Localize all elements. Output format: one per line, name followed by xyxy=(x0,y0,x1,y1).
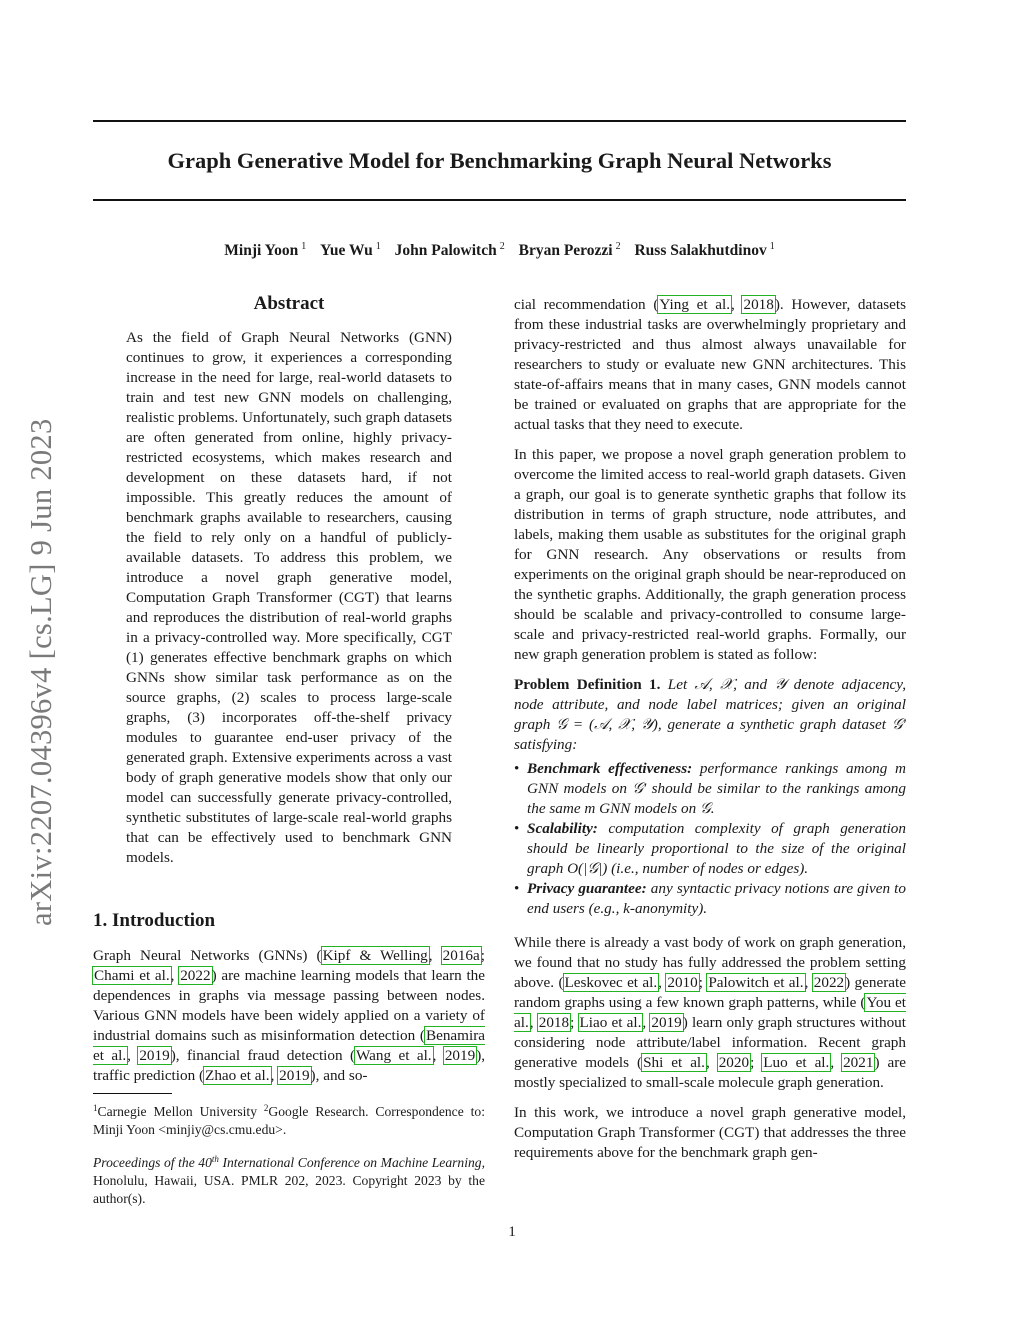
body-paragraph: In this paper, we propose a novel graph generation problem to overcome the limited access to real-world graph datasets. Given a graph, our goal is to generate synthetic graphs that follow its distribution in terms of graph structure, node attributes, and labels, making them usable as substitutes for the original graph for GNN research. Any observations or results from experiments on the original graph should be near-reproduced on the synthetic graphs. Additionally, the graph generation process should be scalable and privacy-controlled to consume large-scale and privacy-restricted real-world graphs. Formally, our new graph generation problem is stated as follow: xyxy=(514,446,906,663)
citation-link[interactable]: 2018 xyxy=(538,1014,570,1031)
body-paragraph: In this work, we introduce a novel graph generative model, Computation Graph Transformer (CGT) that addresses the three requirements above for the benchmark graph gen- xyxy=(514,1104,906,1161)
citation-link[interactable]: 2016a xyxy=(442,947,480,964)
proceedings-note: Proceedings of the 40th International Conference on Machine Learning, Honolulu, Hawaii, USA. PMLR 202, 2023. Copyright 2023 by the author(s). xyxy=(93,1154,485,1206)
citation-link[interactable]: Chami et al. xyxy=(94,967,170,984)
requirements-list xyxy=(514,759,906,919)
citation-link[interactable]: Benamira et al. xyxy=(93,1027,485,1064)
paper-title: Graph Generative Model for Benchmarking Graph Neural Networks xyxy=(167,148,832,173)
body-paragraph: cial recommendation (Ying et al., 2018). However, datasets from these industrial tasks are overwhelmingly proprietary and privacy-restricted and thus almost always unavailable for researchers to study or evaluate new GNN architectures. This state-of-affairs means that in many cases, GNN models cannot be trained or evaluated on graphs that are appropriate for the actual tasks that they need to execute. xyxy=(514,296,906,433)
list-item: • Benchmark effectiveness: performance rankings among m GNN models on 𝒢′ should be similar to the rankings among the same m GNN models on 𝒢. xyxy=(514,759,906,819)
author-list xyxy=(93,236,906,262)
citation-link[interactable]: 2022 xyxy=(180,967,211,984)
page-number: 1 xyxy=(508,1223,516,1240)
arxiv-identifier-stamp: arXiv:2207.04396v4 [cs.LG] 9 Jun 2023 xyxy=(24,418,58,926)
body-paragraph: While there is already a vast body of work on graph generation, we found that no study has fully addressed the problem setting above. (Leskovec et al., 2010; Palowitch et al., 2022) generate random graphs using a few known graph patterns, while (You et al., 2018; Liao et al., 2019) learn only graph structures without considering node attribute/label information. Recent graph generative models (Shi et al., 2020; Luo et al., 2021) are mostly specialized to small-scale molecule graph generation. xyxy=(514,934,906,1091)
citation-link[interactable]: Luo et al. xyxy=(763,1054,830,1071)
citation-link[interactable]: You et al. xyxy=(514,994,906,1031)
citation-link[interactable]: 2019 xyxy=(651,1014,682,1031)
title-top-rule xyxy=(93,120,906,122)
author: Yue Wu $^1$ xyxy=(320,241,381,259)
citation-link[interactable]: Ying et al. xyxy=(659,296,730,313)
title-bottom-rule xyxy=(93,199,906,201)
citation-link[interactable]: Wang et al. xyxy=(356,1047,432,1064)
abstract-paragraph: As the field of Graph Neural Networks (GNN) continues to grow, it experiences a corresponding increase in the need for large, real-world datasets to train and test new GNN models on challenging, realistic problems. Unfortunately, such graph datasets are often generated from online, highly privacy-restricted ecosystems, which makes research and development on these datasets hard, if not impossible. This greatly reduces the amount of benchmark graphs available to researchers, causing the field to rely only on a handful of publicly-available datasets. To address this problem, we introduce a novel graph generative model, Computation Graph Transformer (CGT) that learns and reproduces the distribution of real-world graphs in a privacy-controlled way. More specifically, CGT (1) generates effective benchmark graphs on which GNNs show similar task performance as on the source graphs, (2) scales to process large-scale graphs, (3) incorporates off-the-shelf privacy modules to guarantee end-user privacy of the generated graph. Extensive experiments across a vast body of graph generative models show that only our model can successfully generate privacy-controlled, synthetic substitutes of large-scale real-world graphs that can be effectively used to benchmark GNN models. xyxy=(126,329,452,866)
author: Russ Salakhutdinov $^1$ xyxy=(634,241,775,259)
citation-link[interactable]: 2010 xyxy=(667,974,698,991)
author: Bryan Perozzi $^2$ xyxy=(518,241,621,259)
footnote-rule xyxy=(93,1093,172,1094)
author: John Palowitch $^2$ xyxy=(394,241,505,259)
citation-link[interactable]: 2021 xyxy=(843,1054,874,1071)
citation-link[interactable]: Palowitch et al. xyxy=(708,974,804,991)
citation-link[interactable]: Liao et al. xyxy=(579,1014,642,1031)
abstract-body xyxy=(126,328,452,868)
citation-link[interactable]: 2019 xyxy=(279,1067,310,1084)
intro-paragraph: Graph Neural Networks (GNNs) (Kipf & Welling, 2016a; Chami et al., 2022) are machine learning models that learn the dependences in graphs via message passing between nodes. Various GNN models have been widely applied on a variety of industrial domains such as misinformation detection (Benamira et al., 2019), financial fraud detection (Wang et al., 2019), traffic prediction (Zhao et al., 2019), and so- xyxy=(93,947,486,1084)
affiliation-footnote: $^1$Carnegie Mellon University $^2$Google Research. Correspondence to: Minji Yoon <minjiy@cs.cmu.edu>. xyxy=(93,1103,485,1137)
citation-link[interactable]: Zhao et al. xyxy=(205,1067,270,1084)
section-heading-introduction: 1. Introduction xyxy=(93,910,216,931)
introduction-body xyxy=(93,946,485,1086)
citation-link[interactable]: Shi et al. xyxy=(643,1054,705,1071)
citation-link[interactable]: Kipf & Welling xyxy=(322,947,428,964)
problem-definition: Problem Definition 1. Let 𝒜, 𝒳, and 𝒴 denote adjacency, node attribute, and node label matrices; given an original graph 𝒢 = (𝒜, 𝒳, 𝒴), generate a synthetic graph dataset 𝒢′ satisfying: xyxy=(514,676,906,753)
citation-link[interactable]: 2019 xyxy=(139,1047,170,1064)
citation-link[interactable]: Leskovec et al. xyxy=(564,974,658,991)
right-column-body xyxy=(514,295,906,1173)
list-item: • Privacy guarantee: any syntactic privacy notions are given to end users (e.g., k-anonymity). xyxy=(514,879,906,919)
author: Minji Yoon $^1$ xyxy=(224,241,307,259)
citation-link[interactable]: 2019 xyxy=(444,1047,476,1064)
citation-link[interactable]: 2022 xyxy=(813,974,845,991)
abstract-heading: Abstract xyxy=(253,293,325,314)
citation-link[interactable]: 2020 xyxy=(718,1054,750,1071)
citation-link[interactable]: 2018 xyxy=(743,296,774,313)
list-item: • Scalability: computation complexity of graph generation should be linearly proportional to the size of the original graph O(|𝒢|) (i.e., number of nodes or edges). xyxy=(514,819,906,879)
